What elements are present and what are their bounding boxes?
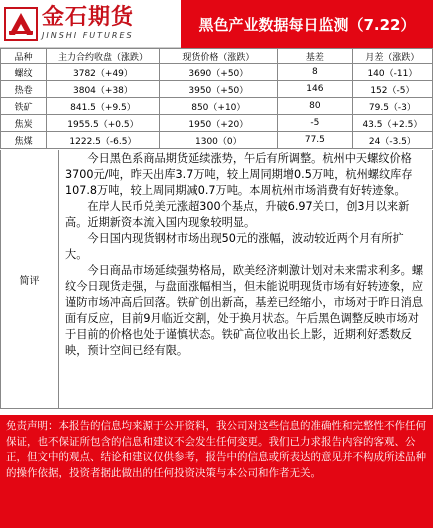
table-cell: 152（-5）: [352, 81, 432, 98]
table-row: [1, 64, 433, 81]
table-cell: 3950（+50）: [159, 81, 277, 98]
table-row: [1, 98, 433, 115]
table-cell: 1955.5（+0.5）: [47, 115, 159, 132]
commentary-section: [0, 150, 433, 409]
table-cell: 焦煤: [1, 132, 47, 149]
column-header: 月差（涨跌）: [352, 49, 432, 64]
table-cell: 841.5（+9.5）: [47, 98, 159, 115]
commentary-label: 简评: [1, 150, 59, 408]
table-row: [1, 115, 433, 132]
header: [0, 0, 433, 48]
table-cell: -5: [277, 115, 352, 132]
company-logo-icon: [4, 7, 38, 41]
table-cell: 140（-11）: [352, 64, 432, 81]
table-cell: 3690（+50）: [159, 64, 277, 81]
table-row: [1, 132, 433, 149]
table-cell: 3782（+49）: [47, 64, 159, 81]
logo: [0, 0, 181, 48]
table-cell: 43.5（+2.5）: [352, 115, 432, 132]
column-header: 现货价格（涨跌）: [159, 49, 277, 64]
column-header: 基差: [277, 49, 352, 64]
table-cell: 850（+10）: [159, 98, 277, 115]
disclaimer: 免责声明：本报告的信息均来源于公开资料，我公司对这些信息的准确性和完整性不作任何保证，也不保证所包含的信息和建议不会发生任何变更。我们已力求报告内容的客观、公正，但文中的观点、结论和建议仅供参考，报告中的信息或所表达的意见并不构成所述品种的操作依据，投资者据此做出的任何投资决策与本公司和作者无关。: [0, 415, 433, 528]
column-header: 主力合约收盘（涨跌）: [47, 49, 159, 64]
table-cell: 螺纹: [1, 64, 47, 81]
logo-english-name: JINSHI FUTURES: [42, 31, 134, 40]
column-header: 品种: [1, 49, 47, 64]
table-cell: 1950（+20）: [159, 115, 277, 132]
table-cell: 1222.5（-6.5）: [47, 132, 159, 149]
logo-chinese-name: 金石期货: [42, 5, 135, 30]
commentary-paragraph: 今日商品市场延续强势格局，欧美经济刺激计划对未来需求利多。螺纹今日现货走强，与盘面涨幅相当，但未能说明现货市场有好转迹象，应谨防市场冲高后回落。铁矿创出新高，基差已经缩小，市场对于昨日消息面有反应，目前9月临近交割，处于换月状态。午后黑色调整反映市场对于目前的价格也处于谨慎状态。铁矿高位收出长上影，近期利好悉数反映，预计空间已经有限。: [65, 264, 424, 357]
commentary-paragraph: 今日国内现货钢材市场出现50元的涨幅，波动较近两个月有所扩大。: [65, 232, 404, 261]
table-row: [1, 81, 433, 98]
table-cell: 焦炭: [1, 115, 47, 132]
table-cell: 24（-3.5）: [352, 132, 432, 149]
table-cell: 146: [277, 81, 352, 98]
commentary-paragraph: 在岸人民币兑美元涨超300个基点，升破6.97关口，创3月以来新高。近期新资本流入国内现象较明显。: [65, 200, 410, 229]
table-cell: 8: [277, 64, 352, 81]
commentary-paragraph: 今日黑色系商品期货延续涨势，午后有所调整。杭州中天螺纹价格3700元/吨，昨天出库3.7万吨，较上周同期增0.5万吨，杭州螺纹库存107.8万吨，较上周同期减0.7万吨。本周杭州市场消费有好转迹象。: [65, 152, 413, 197]
table-cell: 3804（+38）: [47, 81, 159, 98]
table-cell: 79.5（-3）: [352, 98, 432, 115]
table-cell: 1300（0）: [159, 132, 277, 149]
table-cell: 77.5: [277, 132, 352, 149]
table-cell: 铁矿: [1, 98, 47, 115]
price-table: [0, 48, 433, 149]
table-cell: 热卷: [1, 81, 47, 98]
report-title: 黑色产业数据每日监测（7.22）: [181, 0, 433, 48]
table-cell: 80: [277, 98, 352, 115]
table-header-row: [1, 49, 433, 64]
commentary-body: [59, 150, 432, 408]
